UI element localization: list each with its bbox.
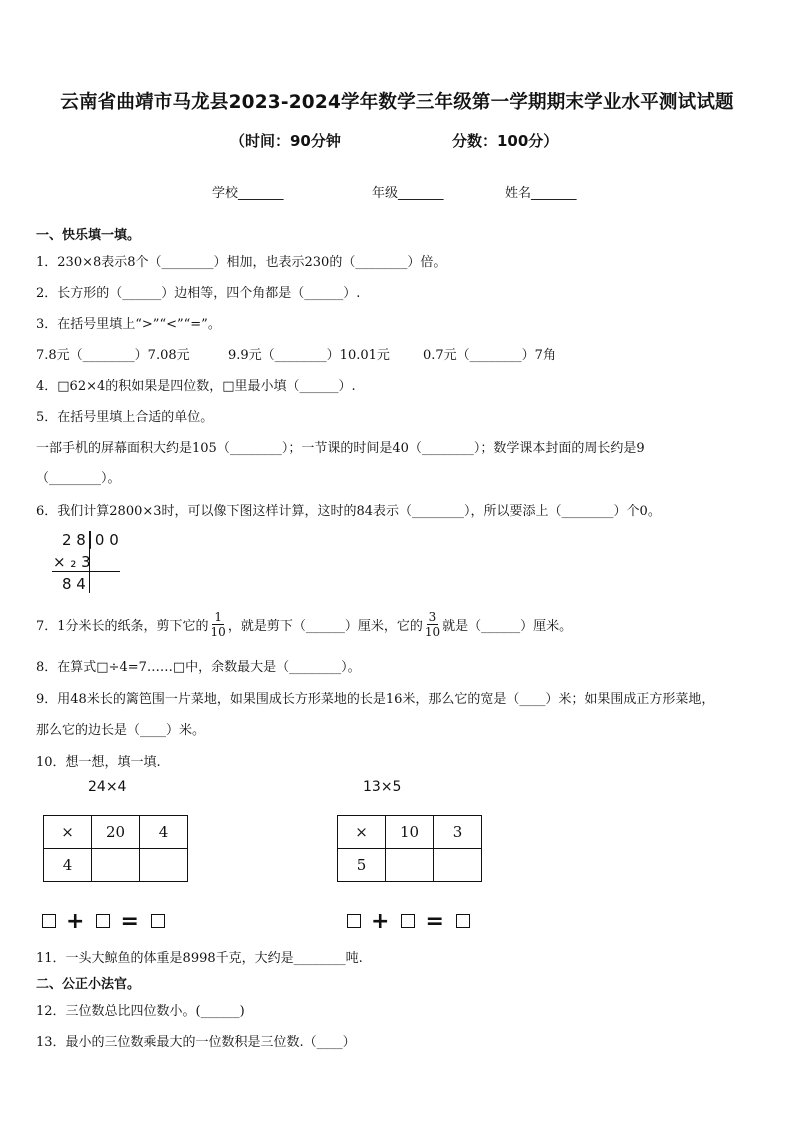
question-3-item-c: 0.7元（________）7角 <box>423 348 556 363</box>
question-13: 13．最小的三位数乘最大的一位数积是三位数.（____） <box>36 1035 356 1050</box>
question-11: 11．一头大鲸鱼的体重是8998千克，大约是________吨. <box>36 951 363 966</box>
table-1-label: 24×4 <box>88 779 127 795</box>
vertical-calc-row-2: × ₂ 3 <box>53 553 91 571</box>
table-cell: 3 <box>434 816 482 849</box>
question-2: 2．长方形的（______）边相等，四个角都是（______）. <box>36 286 361 301</box>
question-7-part-c: 就是（______）厘米。 <box>442 619 573 634</box>
table-cell: × <box>44 816 92 849</box>
question-9-line-2: 那么它的边长是（____）米。 <box>36 723 206 738</box>
question-5-line-1: 一部手机的屏幕面积大约是105（________）；一节课的时间是40（________）；数学课本封面的周长约是9 <box>36 441 645 456</box>
exam-time: （时间：90分钟 <box>230 132 341 150</box>
fraction-denominator: 10 <box>424 625 441 639</box>
question-1: 1．230×8表示8个（________）相加，也表示230的（________）倍。 <box>36 255 447 270</box>
question-7 <box>36 610 572 639</box>
vertical-calc-divider <box>89 531 90 593</box>
vertical-calc-row-3: 8 4 <box>62 575 86 593</box>
plus-icon: + <box>371 908 392 934</box>
table-cell: 5 <box>338 849 386 882</box>
question-12: 12．三位数总比四位数小。(______) <box>36 1004 245 1019</box>
question-5-line-2: （________）。 <box>36 471 121 486</box>
answer-box[interactable] <box>96 914 110 928</box>
answer-box[interactable] <box>456 914 470 928</box>
sum-equation-2 <box>341 908 476 934</box>
section-heading: 二、公正小法官。 <box>36 977 141 992</box>
multiplication-table-2 <box>337 815 482 882</box>
answer-box[interactable] <box>42 914 56 928</box>
question-3-item-a: 7.8元（________）7.08元 <box>36 348 190 363</box>
answer-cell[interactable] <box>434 849 482 882</box>
table-cell: 4 <box>44 849 92 882</box>
name-field: 姓名_______ <box>505 186 577 201</box>
answer-box[interactable] <box>401 914 415 928</box>
question-3-item-b: 9.9元（________）10.01元 <box>228 348 390 363</box>
question-7-part-b: ，就是剪下（______）厘米，它的 <box>227 619 423 634</box>
sum-equation-1 <box>36 908 171 934</box>
fraction-three-tenths <box>425 610 440 639</box>
table-cell: 10 <box>386 816 434 849</box>
multiplication-table-1 <box>43 815 188 882</box>
answer-cell[interactable] <box>92 849 140 882</box>
question-6: 6．我们计算2800×3时，可以像下图这样计算，这时的84表示（________），所以要添上（________）个0。 <box>36 504 661 519</box>
answer-box[interactable] <box>347 914 361 928</box>
page-title: 云南省曲靖市马龙县2023-2024学年数学三年级第一学期期末学业水平测试试题 <box>60 92 734 113</box>
question-10: 10．想一想，填一填. <box>36 755 161 770</box>
school-field: 学校_______ <box>212 186 284 201</box>
question-3: 3．在括号里填上“>”“<”“=”。 <box>36 317 221 332</box>
question-9-line-1: 9．用48米长的篱笆围一片菜地，如果围成长方形菜地的长是16米，那么它的宽是（____）米；如果围成正方形菜地， <box>36 692 715 707</box>
table-2-label: 13×5 <box>363 779 402 795</box>
table-cell: 4 <box>140 816 188 849</box>
question-8: 8．在算式□÷4=7……□中，余数最大是（________）。 <box>36 660 361 675</box>
exam-score: 分数：100分） <box>452 132 559 150</box>
answer-cell[interactable] <box>386 849 434 882</box>
table-cell: 20 <box>92 816 140 849</box>
fraction-denominator: 10 <box>210 625 226 639</box>
fraction-one-tenth <box>211 610 226 639</box>
equals-icon: = <box>120 908 141 934</box>
grade-field: 年级_______ <box>372 186 444 201</box>
table-cell: × <box>338 816 386 849</box>
fraction-numerator: 1 <box>214 610 222 624</box>
question-5: 5．在括号里填上合适的单位。 <box>36 410 214 425</box>
fraction-numerator: 3 <box>428 610 437 624</box>
equals-icon: = <box>425 908 446 934</box>
vertical-calc-line <box>52 571 120 572</box>
question-7-part-a: 7．1分米长的纸条，剪下它的 <box>36 619 209 634</box>
answer-box[interactable] <box>151 914 165 928</box>
section-heading: 一、快乐填一填。 <box>36 228 141 243</box>
plus-icon: + <box>66 908 87 934</box>
answer-cell[interactable] <box>140 849 188 882</box>
vertical-calc-row-1: 2 8│0 0 <box>62 531 119 549</box>
question-4: 4．□62×4的积如果是四位数，□里最小填（______）. <box>36 379 356 394</box>
